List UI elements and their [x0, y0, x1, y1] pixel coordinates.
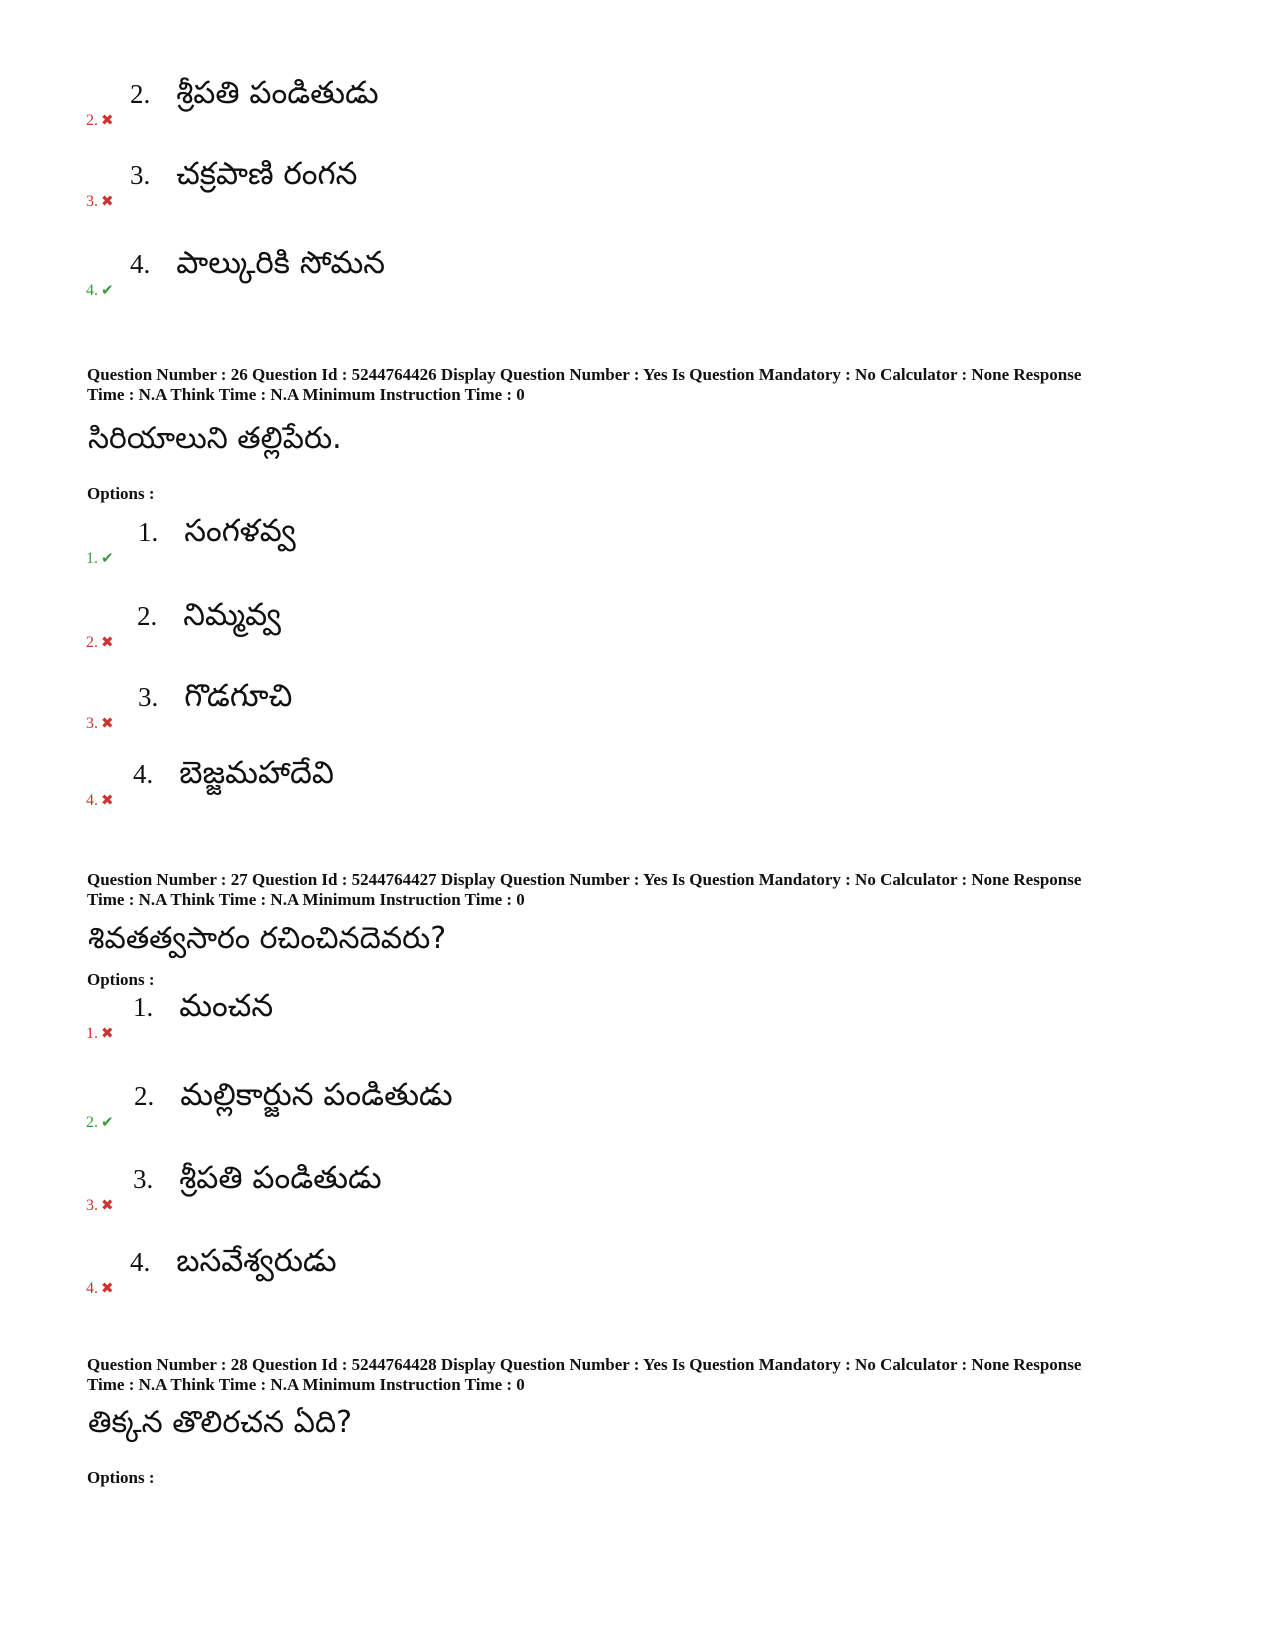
question-text: సిరియాలుని తల్లిపేరు. — [88, 421, 342, 456]
option-q25-3 — [86, 141, 786, 211]
cross-icon: ✖ — [101, 633, 114, 651]
answer-mark: 4. ✖ — [86, 1279, 114, 1297]
option-text: పాల్కురికి సోమన — [176, 245, 385, 281]
option-text: మంచన — [179, 988, 274, 1024]
option-number: 1. — [133, 992, 154, 1022]
option-text: శ్రీపతి పండితుడు — [176, 75, 379, 111]
option-body — [130, 1243, 337, 1280]
option-q25-4 — [86, 230, 786, 300]
answer-mark: 3. ✖ — [86, 192, 114, 210]
cross-icon: ✖ — [101, 791, 114, 809]
question-text: శివతత్వసారం రచించినదెవరు? — [88, 921, 447, 956]
option-text: శ్రీపతి పండితుడు — [179, 1160, 382, 1196]
check-icon: ✔ — [101, 1113, 114, 1131]
option-body — [137, 597, 281, 634]
option-q27-4 — [86, 1228, 786, 1298]
cross-icon: ✖ — [101, 192, 114, 210]
option-number: 1. — [138, 517, 159, 547]
answer-mark: 2. ✔ — [86, 1113, 114, 1131]
option-body — [130, 156, 357, 193]
option-q26-2 — [86, 582, 786, 652]
option-text: సంగళవ్వ — [184, 513, 296, 549]
answer-mark: 2. ✖ — [86, 111, 114, 129]
option-q27-2 — [86, 1062, 786, 1132]
option-body — [130, 75, 379, 112]
option-number: 4. — [130, 1247, 151, 1277]
option-q25-2 — [86, 60, 786, 130]
option-body — [134, 1077, 453, 1114]
option-number: 4. — [133, 759, 154, 789]
option-text: మల్లికార్జున పండితుడు — [180, 1077, 453, 1113]
option-text: బెజ్జమహాదేవి — [179, 755, 334, 791]
option-q27-3 — [86, 1145, 786, 1215]
option-number: 3. — [133, 1164, 154, 1194]
option-text: నిమ్మవ్వ — [183, 597, 281, 633]
option-number: 2. — [134, 1081, 155, 1111]
answer-mark: 4. ✔ — [86, 281, 114, 299]
option-body — [138, 678, 292, 715]
option-text: గొడగూచి — [184, 678, 293, 714]
question-meta: Question Number : 26 Question Id : 5244764426 Display Question Number : Yes Is Question Mandatory : No Calculator : None Response Time : N.A Think Time : N.A Minimum Instruction Time : 0 — [87, 365, 1082, 404]
option-number: 2. — [137, 601, 158, 631]
option-body — [133, 755, 334, 792]
check-icon: ✔ — [101, 549, 114, 567]
question-meta: Question Number : 27 Question Id : 5244764427 Display Question Number : Yes Is Question Mandatory : No Calculator : None Response Time : N.A Think Time : N.A Minimum Instruction Time : 0 — [87, 870, 1082, 909]
check-icon: ✔ — [101, 281, 114, 299]
option-body — [133, 988, 273, 1025]
option-number: 2. — [130, 79, 151, 109]
option-number: 3. — [130, 160, 151, 190]
options-label: Options : — [87, 970, 155, 989]
cross-icon: ✖ — [101, 1024, 114, 1042]
answer-mark: 2. ✖ — [86, 633, 114, 651]
option-number: 4. — [130, 249, 151, 279]
option-text: చక్రపాణి రంగన — [176, 156, 358, 192]
answer-mark: 4. ✖ — [86, 791, 114, 809]
option-q26-1 — [86, 498, 786, 568]
cross-icon: ✖ — [101, 111, 114, 129]
answer-mark: 1. ✔ — [86, 549, 114, 567]
option-text: బసవేశ్వరుడు — [176, 1243, 337, 1279]
cross-icon: ✖ — [101, 1279, 114, 1297]
cross-icon: ✖ — [101, 714, 114, 732]
options-label: Options : — [87, 484, 155, 503]
option-q26-4 — [86, 740, 786, 810]
option-body — [133, 1160, 382, 1197]
option-body — [138, 513, 296, 550]
question-text: తిక్కన తొలిరచన ఏది? — [88, 1405, 353, 1440]
options-label: Options : — [87, 1468, 155, 1487]
option-q27-1 — [86, 973, 786, 1043]
answer-mark: 3. ✖ — [86, 714, 114, 732]
option-body — [130, 245, 385, 282]
answer-mark: 3. ✖ — [86, 1196, 114, 1214]
cross-icon: ✖ — [101, 1196, 114, 1214]
answer-mark: 1. ✖ — [86, 1024, 114, 1042]
question-meta: Question Number : 28 Question Id : 5244764428 Display Question Number : Yes Is Question Mandatory : No Calculator : None Response Time : N.A Think Time : N.A Minimum Instruction Time : 0 — [87, 1355, 1082, 1394]
option-q26-3 — [86, 663, 786, 733]
option-number: 3. — [138, 682, 159, 712]
